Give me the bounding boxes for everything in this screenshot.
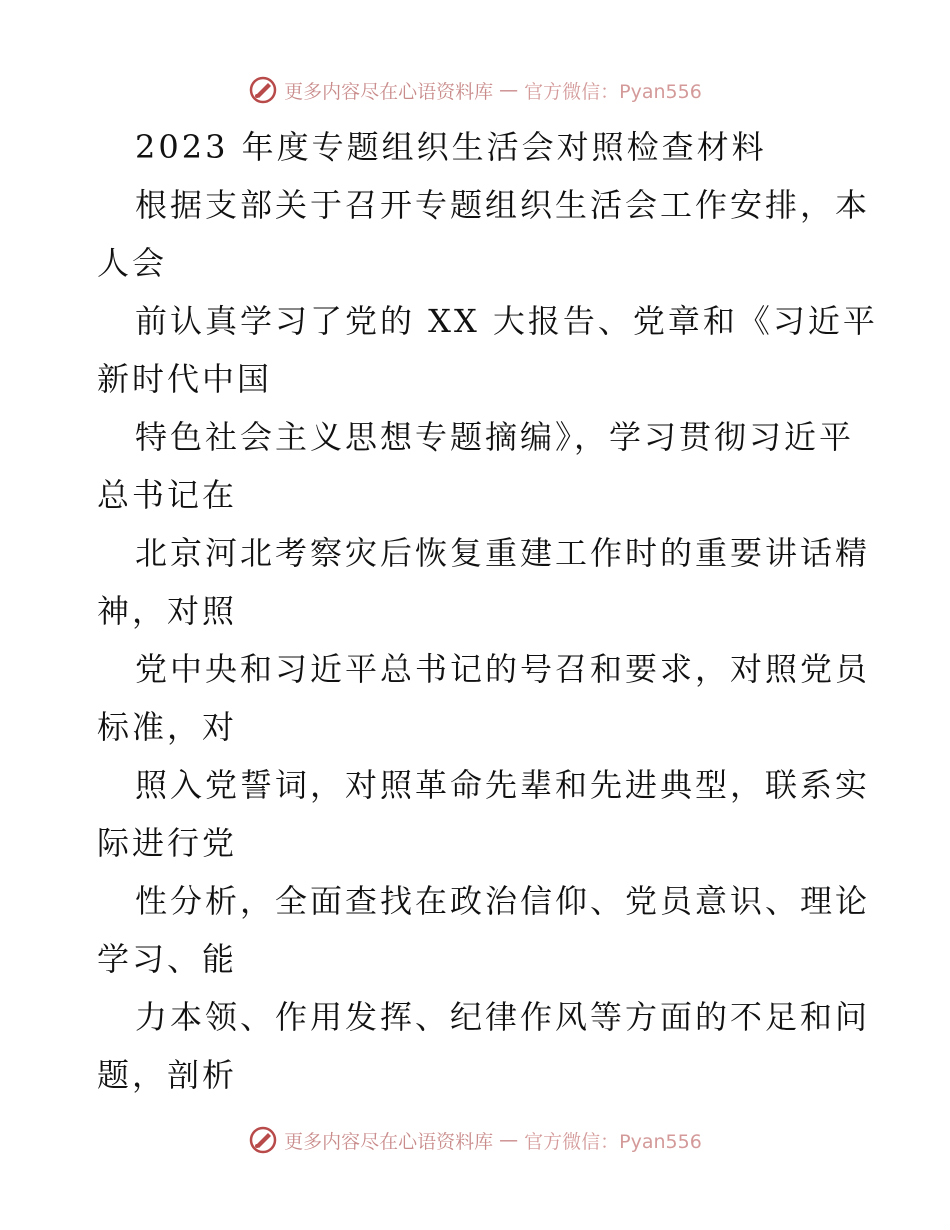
paragraph-line: 党中央和习近平总书记的号召和要求，对照党员 bbox=[135, 650, 871, 688]
paragraph-line: 北京河北考察灾后恢复重建工作时的重要讲话精 bbox=[135, 534, 871, 572]
paragraph-line: 学习、能 bbox=[97, 940, 238, 978]
paragraph-line: 总书记在 bbox=[97, 476, 238, 514]
paragraph-line: 题，剖析 bbox=[97, 1056, 238, 1094]
header-banner-text: 更多内容尽在心语资料库 bbox=[284, 80, 494, 103]
paragraph-line: 特色社会主义思想专题摘编》，学习贯彻习近平 bbox=[135, 418, 855, 456]
footer-banner-text: 更多内容尽在心语资料库 bbox=[284, 1130, 494, 1153]
paragraph-line: 照入党誓词，对照革命先辈和先进典型，联系实 bbox=[135, 766, 871, 804]
paragraph-line: 力本领、作用发挥、纪律作风等方面的不足和问 bbox=[135, 998, 871, 1036]
paragraph-line: 性分析，全面查找在政治信仰、党员意识、理论 bbox=[135, 882, 871, 920]
paragraph-line: 人会 bbox=[97, 244, 168, 282]
header-banner-dash: — bbox=[499, 79, 519, 101]
paragraph-line: 标准，对 bbox=[97, 708, 238, 746]
paragraph-line: 根据支部关于召开专题组织生活会工作安排，本 bbox=[135, 186, 871, 224]
brand-logo-icon bbox=[248, 1125, 278, 1155]
paragraph-line: 新时代中国 bbox=[97, 360, 273, 398]
footer-banner-contact: 官方微信：Pyan556 bbox=[524, 1130, 702, 1153]
footer-watermark-banner bbox=[0, 1120, 950, 1160]
paragraph-line: 前认真学习了党的 XX 大报告、党章和《习近平 bbox=[135, 302, 878, 340]
header-banner-contact: 官方微信：Pyan556 bbox=[524, 80, 702, 103]
document-title: 2023 年度专题组织生活会对照检查材料 bbox=[135, 128, 767, 166]
brand-logo-icon bbox=[248, 75, 278, 105]
paragraph-line: 神，对照 bbox=[97, 592, 238, 630]
header-watermark-banner bbox=[0, 70, 950, 110]
paragraph-line: 际进行党 bbox=[97, 824, 238, 862]
footer-banner-dash: — bbox=[499, 1129, 519, 1151]
document-body bbox=[97, 118, 878, 1104]
